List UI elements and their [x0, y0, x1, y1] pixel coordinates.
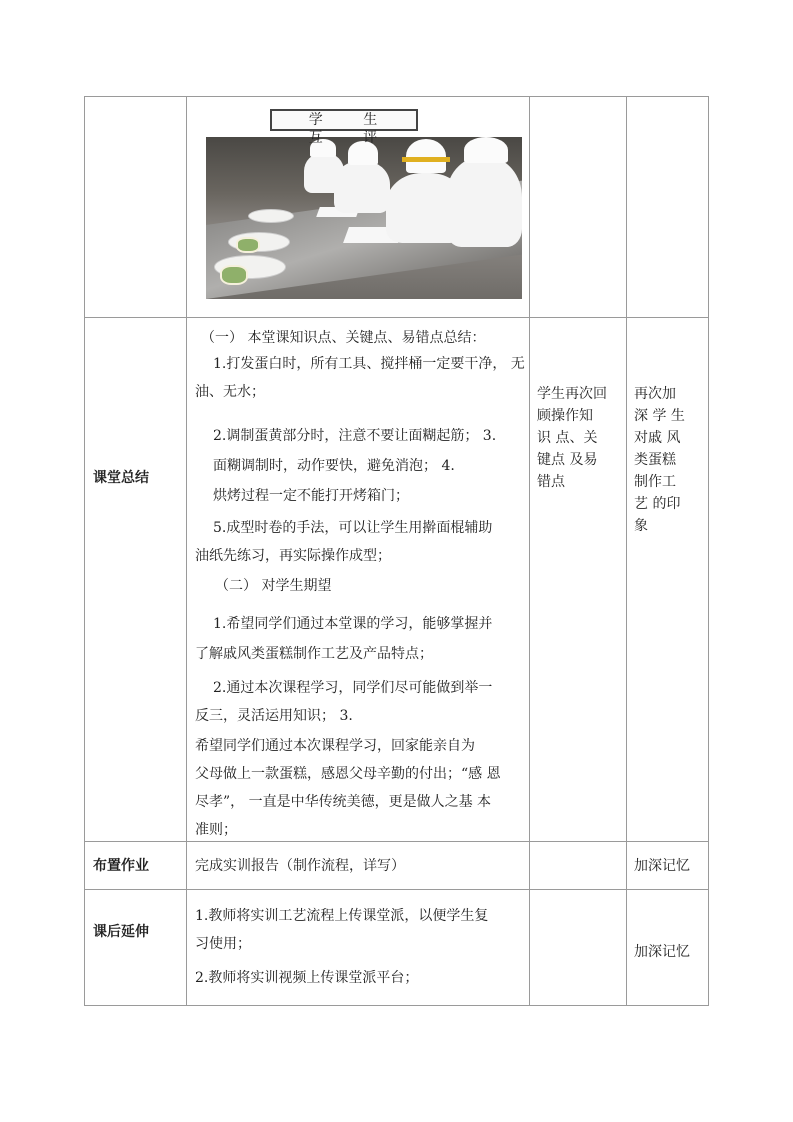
summary-line: 了解戚风类蛋糕制作工艺及产品特点； — [195, 646, 433, 662]
purpose-line: 制作工 — [634, 474, 676, 490]
summary-line: 反三，灵活运用知识； 3. — [195, 708, 353, 724]
column-divider — [626, 97, 627, 1005]
row-divider — [85, 841, 708, 842]
photo-banner: 学 生 互 评 — [270, 109, 418, 131]
summary-line: 5.成型时卷的手法，可以让学生用擀面棍辅助 — [213, 520, 493, 536]
summary-line: 1.希望同学们通过本堂课的学习，能够掌握并 — [213, 616, 493, 632]
summary-line: 尽孝”， 一直是中华传统美德，更是做人之基 本 — [195, 794, 492, 810]
summary-line: 2.通过本次课程学习，同学们尽可能做到举一 — [213, 680, 493, 696]
extension-purpose: 加深记忆 — [634, 944, 690, 960]
summary-line: 面糊调制时，动作要快，避免消泡； 4. — [213, 458, 455, 474]
row-label-summary: 课堂总结 — [93, 470, 149, 486]
extension-line: 习使用； — [195, 936, 251, 952]
summary-line: 希望同学们通过本次课程学习，回家能亲自为 — [195, 738, 475, 754]
summary-line: 烘烤过程一定不能打开烤箱门； — [213, 488, 409, 504]
cake-roll — [236, 237, 260, 253]
purpose-line: 类蛋糕 — [634, 452, 676, 468]
purpose-line: 再次加 — [634, 386, 676, 402]
student-activity-line: 识 点、关 — [537, 430, 598, 446]
summary-line: （一） 本堂课知识点、关键点、易错点总结： — [201, 330, 486, 346]
row-label-homework: 布置作业 — [93, 858, 149, 874]
extension-line: 2.教师将实训视频上传课堂派平台； — [195, 970, 419, 986]
cake-roll — [220, 265, 248, 285]
summary-line: 准则； — [195, 822, 237, 838]
purpose-line: 对戚 风 — [634, 430, 681, 446]
summary-line: 油、无水； — [195, 384, 265, 400]
summary-line: 1.打发蛋白时，所有工具、搅拌桶一定要干净， 无 — [213, 356, 525, 372]
student-activity-line: 错点 — [537, 474, 565, 490]
student-activity-line: 顾操作知 — [537, 408, 593, 424]
student-chef — [446, 157, 522, 247]
lesson-plan-table — [84, 96, 709, 1006]
summary-line: 父母做上一款蛋糕，感恩父母辛勤的付出；“感 恩 — [195, 766, 501, 782]
hat-band — [402, 157, 450, 162]
purpose-line: 象 — [634, 518, 648, 534]
student-chef — [304, 153, 344, 193]
chef-hat — [406, 139, 446, 173]
purpose-line: 深 学 生 — [634, 408, 685, 424]
row-divider — [85, 889, 708, 890]
homework-purpose: 加深记忆 — [634, 858, 690, 874]
column-divider — [186, 97, 187, 1005]
student-activity-line: 学生再次回 — [537, 386, 607, 402]
row-label-extension: 课后延伸 — [93, 924, 149, 940]
peer-review-photo — [206, 137, 522, 299]
extension-line: 1.教师将实训工艺流程上传课堂派，以便学生复 — [195, 908, 489, 924]
summary-line: 2.调制蛋黄部分时，注意不要让面糊起筋； 3. — [213, 428, 497, 444]
homework-content: 完成实训报告（制作流程，详写） — [195, 858, 405, 874]
row-divider — [85, 317, 708, 318]
student-activity-line: 键点 及易 — [537, 452, 598, 468]
summary-line: （二） 对学生期望 — [215, 578, 332, 594]
purpose-line: 艺 的印 — [634, 496, 681, 512]
plate — [248, 209, 294, 223]
summary-line: 油纸先练习，再实际操作成型； — [195, 548, 391, 564]
chef-hat — [464, 137, 508, 163]
column-divider — [529, 97, 530, 1005]
